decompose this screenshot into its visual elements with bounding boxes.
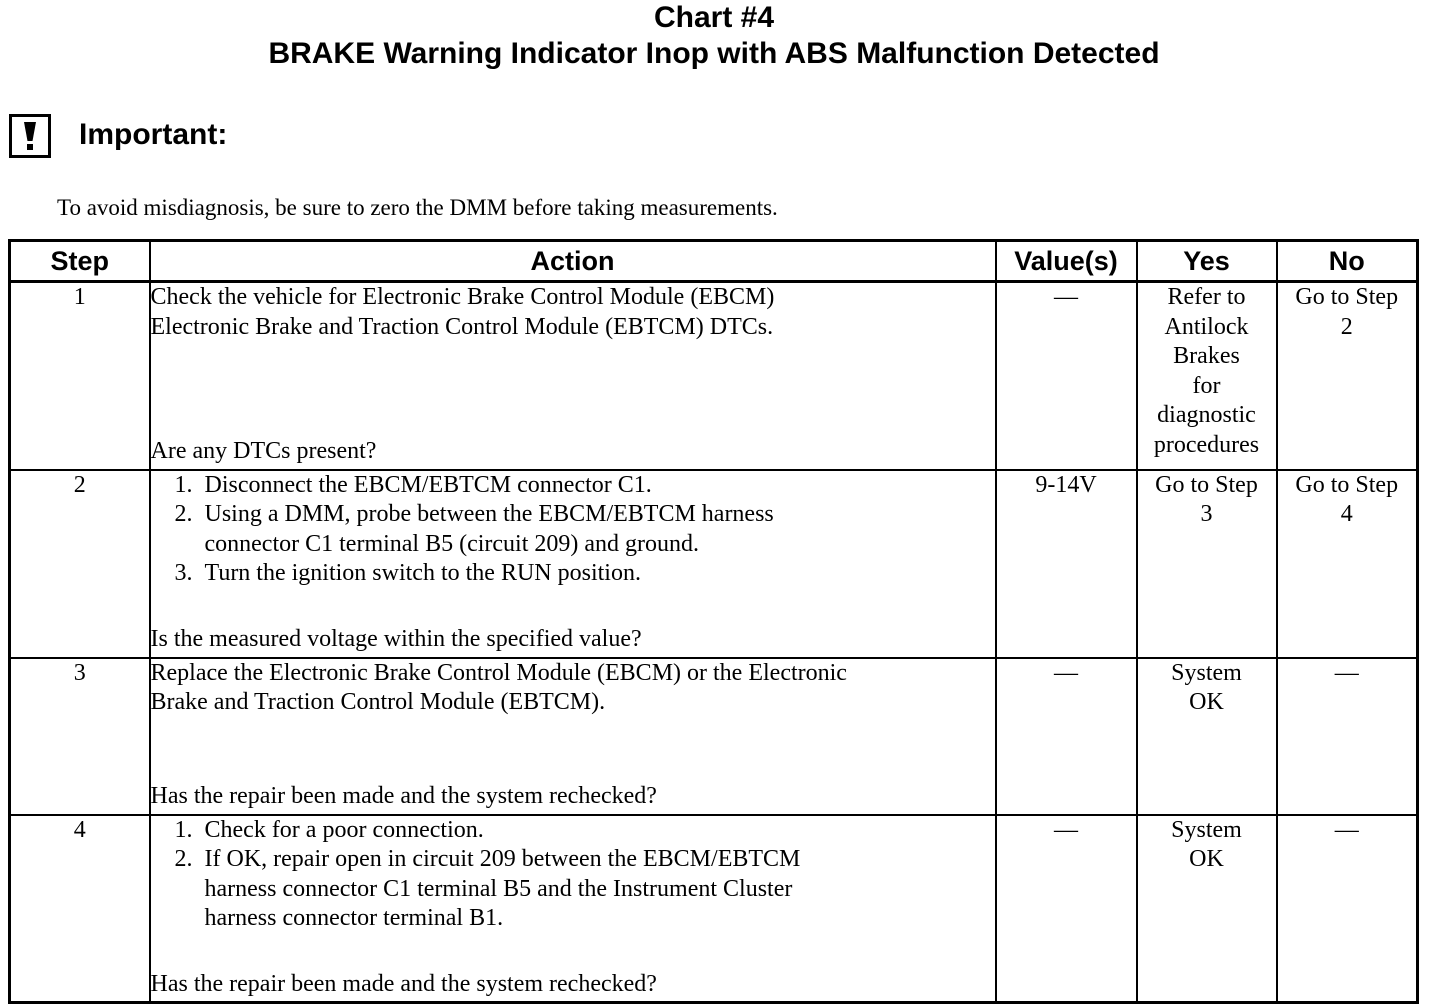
action-line: Replace the Electronic Brake Control Module (EBCM) or the Electronic: [150, 659, 847, 686]
yes-line: procedures: [1153, 431, 1260, 458]
step-number: 4: [10, 815, 150, 1003]
header-no: No: [1277, 241, 1418, 282]
action-cell: [150, 815, 996, 1003]
action-step-line: Using a DMM, probe between the EBCM/EBTCM harness: [204, 501, 774, 527]
important-label: Important:: [79, 118, 228, 151]
action-question: Has the repair been made and the system rechecked?: [150, 970, 657, 997]
header-values: Value(s): [996, 241, 1137, 282]
action-text: [151, 283, 995, 342]
action-steps-list: [151, 816, 995, 934]
page-title: BRAKE Warning Indicator Inop with ABS Malfunction Detected: [268, 37, 1160, 70]
table-header-row: [10, 241, 1418, 282]
action-step-line: Check for a poor connection.: [204, 816, 484, 843]
no-line: —: [1334, 816, 1359, 843]
no-result: [1278, 283, 1417, 342]
no-cell: [1277, 658, 1418, 815]
yes-cell: [1137, 815, 1277, 1003]
action-cell: [150, 658, 996, 815]
no-line: Go to Step: [1295, 471, 1399, 498]
table-row: [10, 282, 1418, 470]
no-line: —: [1334, 659, 1359, 686]
action-step-line: harness connector C1 terminal B5 and the Instrument Cluster: [204, 875, 793, 902]
action-step-line: Turn the ignition switch to the RUN position.: [204, 560, 641, 586]
no-result: [1278, 816, 1417, 846]
action-step-item: [205, 845, 995, 934]
value-cell: 9-14V: [996, 470, 1137, 658]
action-question: Are any DTCs present?: [150, 438, 377, 464]
no-cell: [1277, 815, 1418, 1003]
action-content: [151, 816, 995, 1002]
action-text: [151, 659, 995, 718]
table-row: [10, 470, 1418, 658]
action-content: [151, 659, 995, 814]
action-step-line: harness connector terminal B1.: [204, 905, 504, 931]
action-cell: [150, 470, 996, 658]
header-yes: Yes: [1137, 241, 1277, 282]
action-cell: [150, 282, 996, 470]
yes-cell: [1137, 282, 1277, 470]
table-row: [10, 658, 1418, 815]
yes-line: diagnostic: [1157, 402, 1256, 428]
value-cell: —: [996, 815, 1137, 1003]
value-cell: —: [996, 282, 1137, 470]
value-cell: —: [996, 658, 1137, 815]
no-line: 4: [1340, 501, 1353, 527]
yes-cell: [1137, 470, 1277, 658]
action-step-item: [205, 559, 995, 589]
step-number: 3: [10, 658, 150, 815]
yes-result: [1138, 283, 1276, 460]
diagnostic-table: [8, 239, 1419, 1004]
yes-line: for: [1192, 372, 1221, 399]
action-step-line: Disconnect the EBCM/EBTCM connector C1.: [204, 471, 652, 498]
action-step-item: [205, 471, 995, 501]
action-line: Check the vehicle for Electronic Brake Control Module (EBCM): [150, 284, 775, 310]
action-step-item: [205, 500, 995, 559]
table-row: [10, 815, 1418, 1003]
no-result: [1278, 471, 1417, 530]
action-step-line: connector C1 terminal B5 (circuit 209) and ground.: [204, 530, 700, 557]
yes-result: [1138, 659, 1276, 718]
no-line: 2: [1340, 313, 1353, 340]
yes-cell: [1137, 658, 1277, 815]
action-line: Electronic Brake and Traction Control Module (EBTCM) DTCs.: [150, 313, 774, 340]
yes-line: OK: [1189, 689, 1224, 715]
important-note: To avoid misdiagnosis, be sure to zero the DMM before taking measurements.: [57, 195, 778, 220]
step-number: 2: [10, 470, 150, 658]
action-line: Brake and Traction Control Module (EBTCM).: [150, 689, 606, 715]
yes-line: System: [1171, 659, 1242, 686]
yes-line: OK: [1189, 846, 1224, 872]
action-step-line: If OK, repair open in circuit 209 between the EBCM/EBTCM: [204, 846, 801, 872]
yes-line: Go to Step: [1155, 471, 1258, 498]
exclamation-glyph: [12, 117, 48, 155]
chart-label: Chart #4: [653, 1, 775, 34]
step-number: 1: [10, 282, 150, 470]
no-cell: [1277, 282, 1418, 470]
no-cell: [1277, 470, 1418, 658]
yes-line: Refer to: [1167, 284, 1246, 310]
action-content: [151, 471, 995, 657]
yes-result: [1138, 816, 1276, 875]
header-step: Step: [10, 241, 150, 282]
yes-line: Antilock: [1164, 313, 1249, 340]
no-line: Go to Step: [1295, 284, 1399, 310]
action-question: Has the repair been made and the system rechecked?: [150, 783, 657, 809]
action-content: [151, 283, 995, 469]
no-result: [1278, 659, 1417, 689]
yes-result: [1138, 471, 1276, 530]
exclamation-icon: [9, 114, 51, 158]
action-question: Is the measured voltage within the specified value?: [150, 626, 642, 652]
yes-line: System: [1171, 816, 1242, 843]
yes-line: Brakes: [1173, 343, 1240, 369]
yes-line: 3: [1200, 501, 1213, 527]
header-action: Action: [150, 241, 996, 282]
action-step-item: [205, 816, 995, 846]
action-steps-list: [151, 471, 995, 589]
